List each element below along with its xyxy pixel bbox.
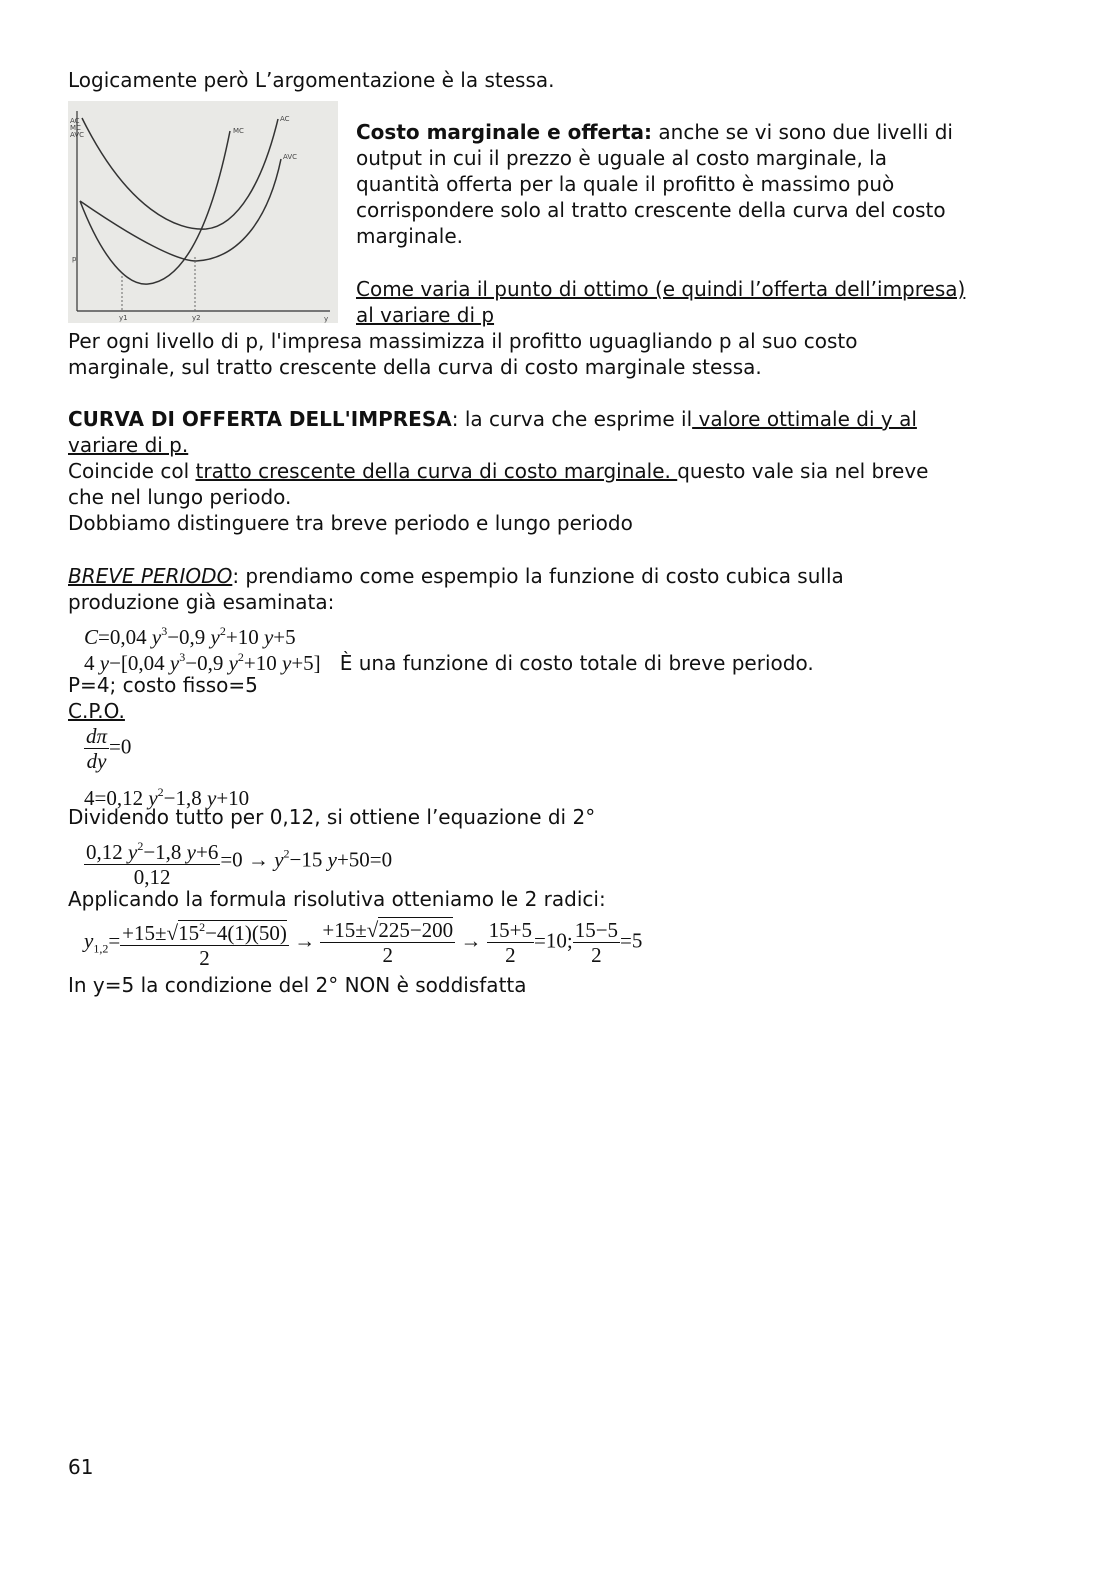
ac-curve (82, 118, 278, 229)
roots-formula: $y_{1,2}=$ $\frac{+15\pm√15^2-4(1)(50)}{2}$ → $\frac{+15\pm√225-200}{2}$ → $\frac{15+5}{2}$ =10; $\frac{15-5}{2}$ =5 (84, 915, 642, 970)
text-line: output in cui il prezzo è uguale al costo marginale, la (356, 146, 887, 170)
text-line: marginale. (356, 224, 464, 248)
cost-curves-graph (68, 101, 338, 323)
y1-label: y1 (119, 314, 128, 322)
coincide-line (68, 458, 928, 484)
p-label: p (72, 255, 77, 263)
text: : prendiamo come espempio la funzione di costo cubica sulla (232, 564, 844, 588)
costo-marginale-line1 (356, 119, 953, 145)
x-axis-label: y (324, 315, 329, 323)
text-line: P=4; costo fisso=5 (68, 673, 258, 697)
heading-ottimo: Come varia il punto di ottimo (e quindi l’offerta dell’impresa) (356, 277, 966, 301)
curva-offerta-line (68, 406, 917, 432)
text: È una funzione di costo totale di breve periodo. (339, 651, 814, 675)
text-underlined: variare di p. (68, 433, 189, 457)
text-line: corrispondere solo al tratto crescente della curva del costo (356, 198, 946, 222)
text-line: quantità offerta per la quale il profitto è massimo può (356, 172, 895, 196)
text-line: che nel lungo periodo. (68, 485, 292, 509)
text-line: produzione già esaminata: (68, 590, 335, 614)
breve-title: BREVE PERIODO (68, 564, 233, 588)
foc-equation: 4=0,12 $y^2-1,8$ y+10 (84, 785, 250, 810)
mc-label: MC (233, 127, 244, 135)
derivative-equation: $\frac{d\pi}{dy}$ =0 (86, 724, 132, 773)
ac-label: AC (280, 115, 290, 123)
page-number: 61 (68, 1455, 94, 1479)
breve-line (68, 563, 844, 589)
text: Coincide col (68, 459, 196, 483)
text-line: Dividendo tutto per 0,12, si ottiene l’equazione di 2° (68, 805, 596, 829)
text: anche se vi sono due livelli di (652, 120, 953, 144)
curva-offerta-title: CURVA DI OFFERTA DELL'IMPRESA (68, 407, 452, 431)
quadratic-equation: $\frac{0,12 y^2-1,8 y+6}{0,12}$ $=0 \to y^2-15$ y+50=0 (84, 834, 392, 889)
axis-label-mc: MC (70, 124, 81, 132)
axis-label-ac: AC (70, 117, 80, 125)
profit-function: 4 y−[0,04 $y^3-0,9$ $y^2+10$ y+5] (84, 650, 321, 675)
text-line: Per ogni livello di p, l'impresa massimizza il profitto uguagliando p al suo costo (68, 329, 858, 353)
intro-text: Logicamente però L’argomentazione è la stessa. (68, 68, 555, 92)
text: questo vale sia nel breve (677, 459, 929, 483)
text-line: Applicando la formula risolutiva otteniamo le 2 radici: (68, 887, 606, 911)
axis-label-avc: AVC (70, 131, 85, 139)
cost-function: C=0,04 $y^3-0,9$ $y^2+10$ y+5 (84, 624, 296, 649)
heading-ottimo-2: al variare di p (356, 303, 495, 327)
avc-curve (80, 159, 281, 261)
text-line: marginale, sul tratto crescente della curva di costo marginale stessa. (68, 355, 762, 379)
costo-marginale-title: Costo marginale e offerta: (356, 120, 653, 144)
avc-label: AVC (283, 153, 298, 161)
text: : la curva che esprime il (451, 407, 693, 431)
text-underlined: tratto crescente della curva di costo marginale. (195, 459, 678, 483)
text-line: Dobbiamo distinguere tra breve periodo e lungo periodo (68, 511, 633, 535)
y2-label: y2 (192, 314, 201, 322)
text-underlined: valore ottimale di y al (692, 407, 917, 431)
text-line: In y=5 la condizione del 2° NON è soddisfatta (68, 973, 527, 997)
cpo-heading: C.P.O. (68, 699, 125, 723)
